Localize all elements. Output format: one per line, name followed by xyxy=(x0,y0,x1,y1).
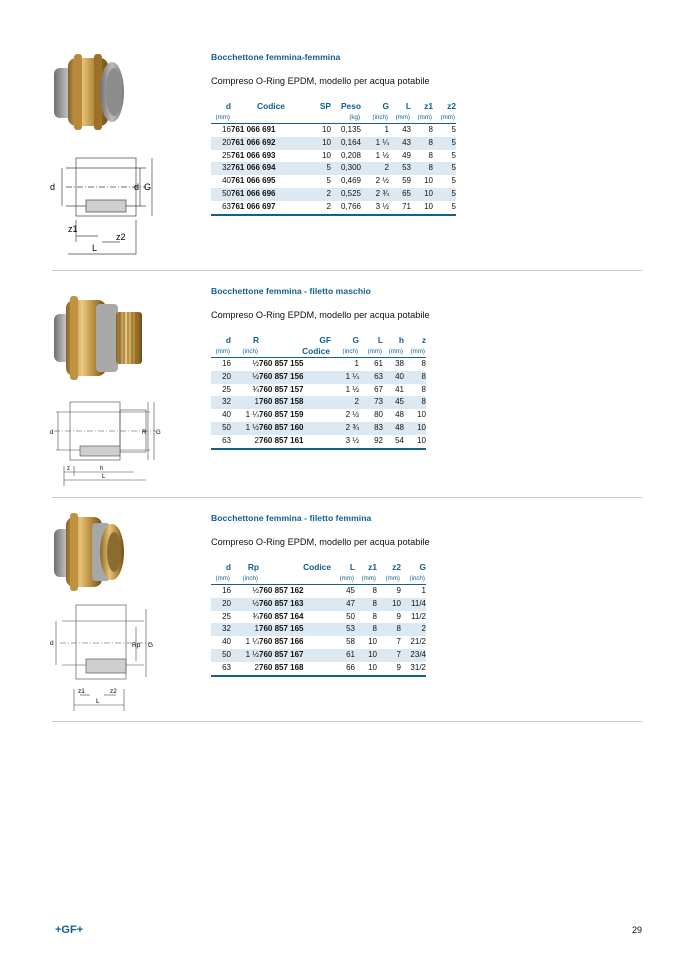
cell-l: 45 xyxy=(346,586,355,595)
table-row xyxy=(211,611,426,624)
cell-g: 1 ¼ xyxy=(361,137,389,150)
col-header-gf: GF xyxy=(319,335,331,345)
section-divider xyxy=(52,270,642,271)
cell-code: 760 857 158 xyxy=(259,396,331,409)
cell-g: 1 xyxy=(384,125,389,134)
col-header: Rp xyxy=(247,562,259,572)
cell-l: 53 xyxy=(331,623,355,636)
cell-peso: 0,766 xyxy=(331,201,361,215)
unit xyxy=(259,573,331,585)
cell-l: 65 xyxy=(389,188,411,201)
table-row xyxy=(211,636,426,649)
unit: (mm) xyxy=(404,346,426,358)
section-title: Bocchettone femmina - filetto femmina xyxy=(211,513,372,523)
cell-peso: 0,208 xyxy=(340,150,361,160)
cell-l: 80 xyxy=(374,410,383,420)
cell-d: 16 xyxy=(222,586,231,595)
cell-d: 63 xyxy=(211,201,231,215)
drawing-label-h: h xyxy=(100,466,104,472)
unit xyxy=(311,112,331,124)
cell-g: 31/2 xyxy=(401,662,426,676)
cell-g: 2 ¾ xyxy=(331,422,359,435)
cell-z1: 10 xyxy=(368,637,377,647)
cell-code: 761 066 693 xyxy=(231,150,276,160)
col-header: L xyxy=(349,562,355,572)
drawing-label-z2: z2 xyxy=(110,688,117,695)
cell-d: 63 xyxy=(211,662,231,676)
cell-code: 760 857 166 xyxy=(259,637,304,647)
cell-h: 45 xyxy=(383,396,404,409)
product-photo xyxy=(50,52,130,132)
drawing-label-z2: z2 xyxy=(116,232,126,242)
cell-code: 760 857 159 xyxy=(259,410,304,420)
cell-z1: 10 xyxy=(355,649,377,662)
cell-z1: 10 xyxy=(355,662,377,676)
cell-d: 25 xyxy=(222,384,231,394)
cell-z1: 8 xyxy=(355,598,377,611)
cell-z1: 10 xyxy=(411,188,433,201)
cell-peso: 0,525 xyxy=(331,188,361,201)
cell-g: 2 xyxy=(331,396,359,409)
cell-d: 20 xyxy=(211,598,231,611)
col-header: G xyxy=(382,101,389,111)
table-row xyxy=(211,435,426,449)
cell-r: 1 ½ xyxy=(231,422,259,435)
cell-l: 43 xyxy=(402,125,411,134)
drawing-label-l: L xyxy=(92,243,98,253)
table-row xyxy=(211,396,426,409)
units-row xyxy=(211,112,456,124)
unit: (inch) xyxy=(231,573,259,585)
col-header: d xyxy=(225,101,231,111)
unit: (mm) xyxy=(359,346,383,358)
col-header: d xyxy=(225,562,231,572)
cell-d: 20 xyxy=(211,371,231,384)
cell-z: 10 xyxy=(404,422,426,435)
cell-z2: 9 xyxy=(377,662,401,676)
cell-l: 47 xyxy=(331,598,355,611)
technical-drawing xyxy=(40,150,170,260)
drawing-label-d2: d xyxy=(134,182,140,192)
cell-code: 760 857 155 xyxy=(259,359,304,368)
cell-g: 11/2 xyxy=(411,611,426,621)
col-header: h xyxy=(398,335,404,345)
cell-l: 61 xyxy=(374,359,383,368)
cell-z2: 5 xyxy=(451,176,456,186)
drawing-label-r: R xyxy=(142,430,147,436)
cell-d: 32 xyxy=(211,162,231,175)
spec-table xyxy=(211,101,456,216)
col-header: z2 xyxy=(392,562,401,572)
cell-sp: 10 xyxy=(322,125,331,134)
cell-z1: 8 xyxy=(411,137,433,150)
table-row xyxy=(211,175,456,188)
technical-drawing xyxy=(40,599,170,717)
cell-rp: 1 ¼ xyxy=(245,637,259,647)
cell-z1: 8 xyxy=(355,623,377,636)
table-row xyxy=(211,371,426,384)
table-row xyxy=(211,124,456,137)
gf-logo: +GF+ xyxy=(55,924,84,936)
cell-h: 38 xyxy=(395,359,404,368)
cell-rp: 2 xyxy=(231,662,259,676)
cell-r: ¾ xyxy=(252,384,259,394)
section-femmina-filetto-maschio xyxy=(0,272,678,498)
cell-code: 760 857 167 xyxy=(259,649,331,662)
table-row xyxy=(211,358,426,371)
drawing-label-d: d xyxy=(50,430,54,436)
unit: (mm) xyxy=(377,573,401,585)
cell-code: 760 857 163 xyxy=(259,598,331,611)
cell-l: 43 xyxy=(389,137,411,150)
header-row xyxy=(211,562,426,573)
cell-l: 66 xyxy=(331,662,355,676)
cell-code: 760 857 157 xyxy=(259,384,304,394)
header-row xyxy=(211,101,456,112)
cell-z: 8 xyxy=(404,396,426,409)
section-subtitle: Compreso O-Ring EPDM, modello per acqua potabile xyxy=(211,310,430,320)
cell-d: 40 xyxy=(222,637,231,647)
cell-g: 1 ½ xyxy=(375,150,389,160)
drawing-label-l: L xyxy=(96,698,100,705)
cell-d: 16 xyxy=(222,125,231,134)
table-row xyxy=(211,150,456,163)
cell-g: 11/4 xyxy=(401,598,426,611)
col-header: G xyxy=(419,562,426,572)
section-subtitle: Compreso O-Ring EPDM, modello per acqua potabile xyxy=(211,76,430,86)
cell-sp: 5 xyxy=(311,162,331,175)
cell-peso: 0,164 xyxy=(331,137,361,150)
cell-g: 1 ½ xyxy=(345,384,359,394)
cell-l: 92 xyxy=(359,435,383,449)
cell-z2: 8 xyxy=(377,623,401,636)
cell-l: 50 xyxy=(346,611,355,621)
drawing-label-d: d xyxy=(50,640,54,647)
unit: (mm) xyxy=(389,112,411,124)
cell-r: ½ xyxy=(231,371,259,384)
cell-z: 8 xyxy=(421,384,426,394)
unit: (mm) xyxy=(211,346,231,358)
section-divider xyxy=(52,497,642,498)
cell-peso: 0,469 xyxy=(340,176,361,186)
unit: (mm) xyxy=(211,112,231,124)
cell-rp: 1 xyxy=(231,623,259,636)
cell-code: 761 066 697 xyxy=(231,201,311,215)
table-row xyxy=(211,422,426,435)
unit: (inch) xyxy=(401,573,426,585)
drawing-label-z1: z1 xyxy=(78,688,85,695)
cell-z: 10 xyxy=(417,410,426,420)
product-photo xyxy=(50,296,150,380)
cell-g: 3 ½ xyxy=(331,435,359,449)
cell-sp: 10 xyxy=(311,137,331,150)
cell-l: 71 xyxy=(389,201,411,215)
cell-code: 761 066 695 xyxy=(231,176,276,186)
cell-code: 761 066 692 xyxy=(231,137,311,150)
cell-g: 1 ¼ xyxy=(331,371,359,384)
cell-z2: 5 xyxy=(433,188,456,201)
cell-z2: 5 xyxy=(433,137,456,150)
page-number: 29 xyxy=(632,925,643,935)
cell-g: 2 ½ xyxy=(375,176,389,186)
unit: (inch) xyxy=(231,346,259,358)
drawing-label-l: L xyxy=(102,474,106,480)
cell-rp: ¾ xyxy=(252,611,259,621)
col-header: z1 xyxy=(424,101,433,111)
cell-z: 8 xyxy=(404,371,426,384)
cell-l: 58 xyxy=(346,637,355,647)
table-row xyxy=(211,623,426,636)
spec-table xyxy=(211,335,426,450)
section-divider xyxy=(52,721,642,722)
cell-z2: 5 xyxy=(451,150,456,160)
drawing-label-g: G xyxy=(144,182,152,192)
drawing-label-rp: Rp xyxy=(132,642,141,649)
unit: (mm) xyxy=(211,573,231,585)
col-header: L xyxy=(405,101,411,111)
cell-code: 761 066 691 xyxy=(231,125,276,134)
unit: (kg) xyxy=(331,112,361,124)
table-row xyxy=(211,137,456,150)
product-photo xyxy=(50,513,130,591)
cell-r: 1 xyxy=(231,396,259,409)
cell-rp: ½ xyxy=(231,598,259,611)
cell-z1: 8 xyxy=(372,611,377,621)
table-row xyxy=(211,162,456,175)
cell-l: 63 xyxy=(359,371,383,384)
cell-z2: 5 xyxy=(433,162,456,175)
cell-h: 48 xyxy=(383,422,404,435)
cell-z1: 10 xyxy=(424,176,433,186)
cell-d: 32 xyxy=(211,396,231,409)
col-header: L xyxy=(377,335,383,345)
cell-d: 16 xyxy=(222,359,231,368)
table-row xyxy=(211,598,426,611)
cell-d: 40 xyxy=(222,176,231,186)
col-header: z xyxy=(421,335,426,345)
cell-z: 8 xyxy=(421,359,426,368)
section-title: Bocchettone femmina-femmina xyxy=(211,52,341,62)
cell-sp: 2 xyxy=(311,201,331,215)
cell-rp: ½ xyxy=(252,586,259,595)
cell-d: 20 xyxy=(211,137,231,150)
cell-l: 73 xyxy=(359,396,383,409)
cell-z1: 8 xyxy=(428,150,433,160)
col-header: R xyxy=(252,335,259,345)
cell-g: 23/4 xyxy=(401,649,426,662)
unit: (mm) xyxy=(355,573,377,585)
cell-code: 761 066 696 xyxy=(231,188,311,201)
cell-g: 2 ¾ xyxy=(361,188,389,201)
col-header: z2 xyxy=(447,101,456,111)
cell-h: 54 xyxy=(383,435,404,449)
col-header-codice: Codice xyxy=(259,346,331,358)
table-row xyxy=(211,201,456,215)
col-header: Codice xyxy=(257,101,285,111)
cell-h: 48 xyxy=(395,410,404,420)
cell-z2: 7 xyxy=(377,649,401,662)
cell-rp: 1 ½ xyxy=(231,649,259,662)
header-row xyxy=(211,335,426,346)
cell-z2: 9 xyxy=(396,586,401,595)
col-header: Peso xyxy=(340,101,361,111)
drawing-label-g: G xyxy=(156,430,161,436)
cell-code: 760 857 161 xyxy=(259,435,331,449)
table-row xyxy=(211,409,426,422)
cell-code: 761 066 694 xyxy=(231,162,311,175)
cell-z2: 5 xyxy=(451,125,456,134)
drawing-label-g: G xyxy=(148,642,154,649)
cell-l: 83 xyxy=(359,422,383,435)
cell-sp: 5 xyxy=(326,176,331,186)
cell-h: 40 xyxy=(383,371,404,384)
col-header: G xyxy=(352,335,359,345)
cell-z1: 8 xyxy=(411,162,433,175)
drawing-label-z: z xyxy=(67,466,70,472)
unit: (mm) xyxy=(383,346,404,358)
cell-g: 2 xyxy=(401,623,426,636)
cell-d: 25 xyxy=(222,611,231,621)
technical-drawing xyxy=(40,396,170,488)
col-header: Codice xyxy=(303,562,331,572)
cell-d: 50 xyxy=(211,188,231,201)
spec-table xyxy=(211,562,426,677)
cell-d: 50 xyxy=(211,649,231,662)
cell-peso: 0,135 xyxy=(340,125,361,134)
cell-sp: 10 xyxy=(322,150,331,160)
cell-d: 40 xyxy=(222,410,231,420)
cell-g: 1 xyxy=(354,359,359,368)
unit: (mm) xyxy=(411,112,433,124)
unit: (mm) xyxy=(433,112,456,124)
unit xyxy=(231,112,311,124)
cell-z1: 8 xyxy=(372,586,377,595)
cell-d: 32 xyxy=(211,623,231,636)
units-row xyxy=(211,346,426,358)
cell-r: 1 ¼ xyxy=(245,410,259,420)
cell-code: 760 857 156 xyxy=(259,371,331,384)
section-femmina-femmina xyxy=(0,0,678,272)
cell-z2: 7 xyxy=(396,637,401,647)
cell-g: 3 ½ xyxy=(361,201,389,215)
units-row xyxy=(211,573,426,585)
cell-z1: 8 xyxy=(428,125,433,134)
unit: (mm) xyxy=(331,573,355,585)
cell-z2: 10 xyxy=(377,598,401,611)
cell-z: 10 xyxy=(404,435,426,449)
cell-d: 50 xyxy=(211,422,231,435)
cell-g: 2 ½ xyxy=(345,410,359,420)
section-femmina-filetto-femmina xyxy=(0,499,678,723)
cell-l: 53 xyxy=(389,162,411,175)
unit: (inch) xyxy=(331,346,359,358)
table-row xyxy=(211,585,426,598)
cell-g: 21/2 xyxy=(410,637,426,647)
cell-z2: 9 xyxy=(396,611,401,621)
cell-sp: 2 xyxy=(311,188,331,201)
cell-code: 760 857 162 xyxy=(259,586,304,595)
unit: (inch) xyxy=(361,112,389,124)
cell-z1: 10 xyxy=(411,201,433,215)
cell-z2: 5 xyxy=(433,201,456,215)
table-row xyxy=(211,649,426,662)
section-title: Bocchettone femmina - filetto maschio xyxy=(211,286,371,296)
drawing-label-d: d xyxy=(50,182,56,192)
drawing-label-z1: z1 xyxy=(68,224,78,234)
table-row xyxy=(211,662,426,676)
cell-g: 1 xyxy=(421,586,426,595)
col-header: SP xyxy=(319,101,331,111)
cell-l: 59 xyxy=(402,176,411,186)
cell-l: 67 xyxy=(374,384,383,394)
section-subtitle: Compreso O-Ring EPDM, modello per acqua potabile xyxy=(211,537,430,547)
col-header: z1 xyxy=(368,562,377,572)
cell-d: 25 xyxy=(222,150,231,160)
cell-g: 2 xyxy=(361,162,389,175)
cell-l: 49 xyxy=(402,150,411,160)
cell-l: 61 xyxy=(331,649,355,662)
cell-code: 760 857 165 xyxy=(259,623,331,636)
col-header: d xyxy=(225,335,231,345)
cell-d: 63 xyxy=(211,435,231,449)
cell-r: 2 xyxy=(231,435,259,449)
cell-h: 41 xyxy=(395,384,404,394)
table-row xyxy=(211,384,426,397)
cell-code: 760 857 160 xyxy=(259,422,331,435)
table-row xyxy=(211,188,456,201)
cell-code: 760 857 168 xyxy=(259,662,331,676)
cell-peso: 0,300 xyxy=(331,162,361,175)
cell-r: ½ xyxy=(252,359,259,368)
cell-code: 760 857 164 xyxy=(259,611,304,621)
